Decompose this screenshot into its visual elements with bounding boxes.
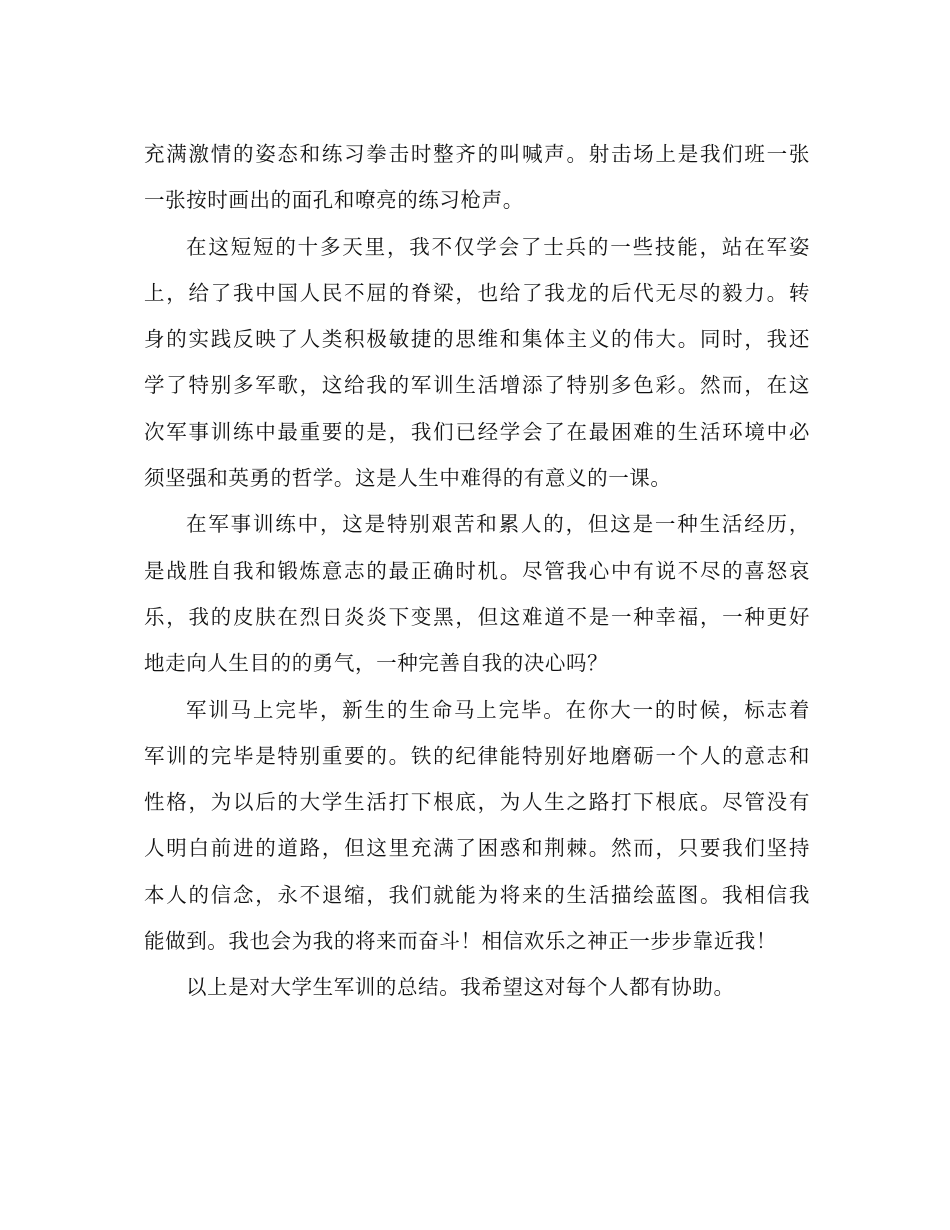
paragraph-1 [144, 131, 810, 224]
text-line: 学了特别多军歌，这给我的军训生活增添了特别多色彩。然而，在这 [144, 373, 810, 398]
text-line: 充满激情的姿态和练习拳击时整齐的叫喊声。射击场上是我们班一张 [144, 142, 810, 166]
text-line: 性格，为以后的大学生活打下根底，为人生之路打下根底。尽管没有 [144, 790, 810, 815]
text-line: 乐，我的皮肤在烈日炎炎下变黑，但这难道不是一种幸福，一种更好 [144, 604, 810, 629]
paragraph-3 [144, 501, 810, 686]
text-line: 能做到。我也会为我的将来而奋斗！相信欢乐之神正一步步靠近我！ [144, 929, 777, 954]
text-line: 在这短短的十多天里，我不仅学会了士兵的一些技能，站在军姿 [186, 234, 810, 259]
text-line: 一张按时画出的面孔和嘹亮的练习枪声。 [144, 188, 524, 213]
text-line: 地走向人生目的的勇气，一种完善自我的决心吗？ [144, 651, 609, 676]
paragraph-2 [144, 224, 810, 502]
text-line: 以上是对大学生军训的总结。我希望这对每个人都有协助。 [186, 975, 735, 1000]
text-line: 本人的信念，永不退缩，我们就能为将来的生活描绘蓝图。我相信我 [144, 882, 810, 907]
text-line: 须坚强和英勇的哲学。这是人生中难得的有意义的一课。 [144, 466, 672, 491]
text-line: 是战胜自我和锻炼意志的最正确时机。尽管我心中有说不尽的喜怒哀 [144, 558, 810, 583]
text-line: 在军事训练中，这是特别艰苦和累人的，但这是一种生活经历， [186, 512, 810, 537]
text-line: 军训的完毕是特别重要的。铁的纪律能特别好地磨砺一个人的意志和 [144, 743, 810, 768]
text-line: 身的实践反映了人类积极敏捷的思维和集体主义的伟大。同时，我还 [144, 327, 810, 352]
paragraph-4 [144, 687, 810, 965]
text-line: 人明白前进的道路，但这里充满了困惑和荆棘。然而，只要我们坚持 [144, 836, 810, 861]
text-line: 上，给了我中国人民不屈的脊梁，也给了我龙的后代无尽的毅力。转 [144, 280, 810, 305]
text-line: 次军事训练中最重要的是，我们已经学会了在最困难的生活环境中必 [144, 419, 810, 444]
document-body [144, 131, 810, 1011]
paragraph-5 [144, 964, 810, 1010]
text-line: 军训马上完毕，新生的生命马上完毕。在你大一的时候，标志着 [186, 697, 810, 722]
